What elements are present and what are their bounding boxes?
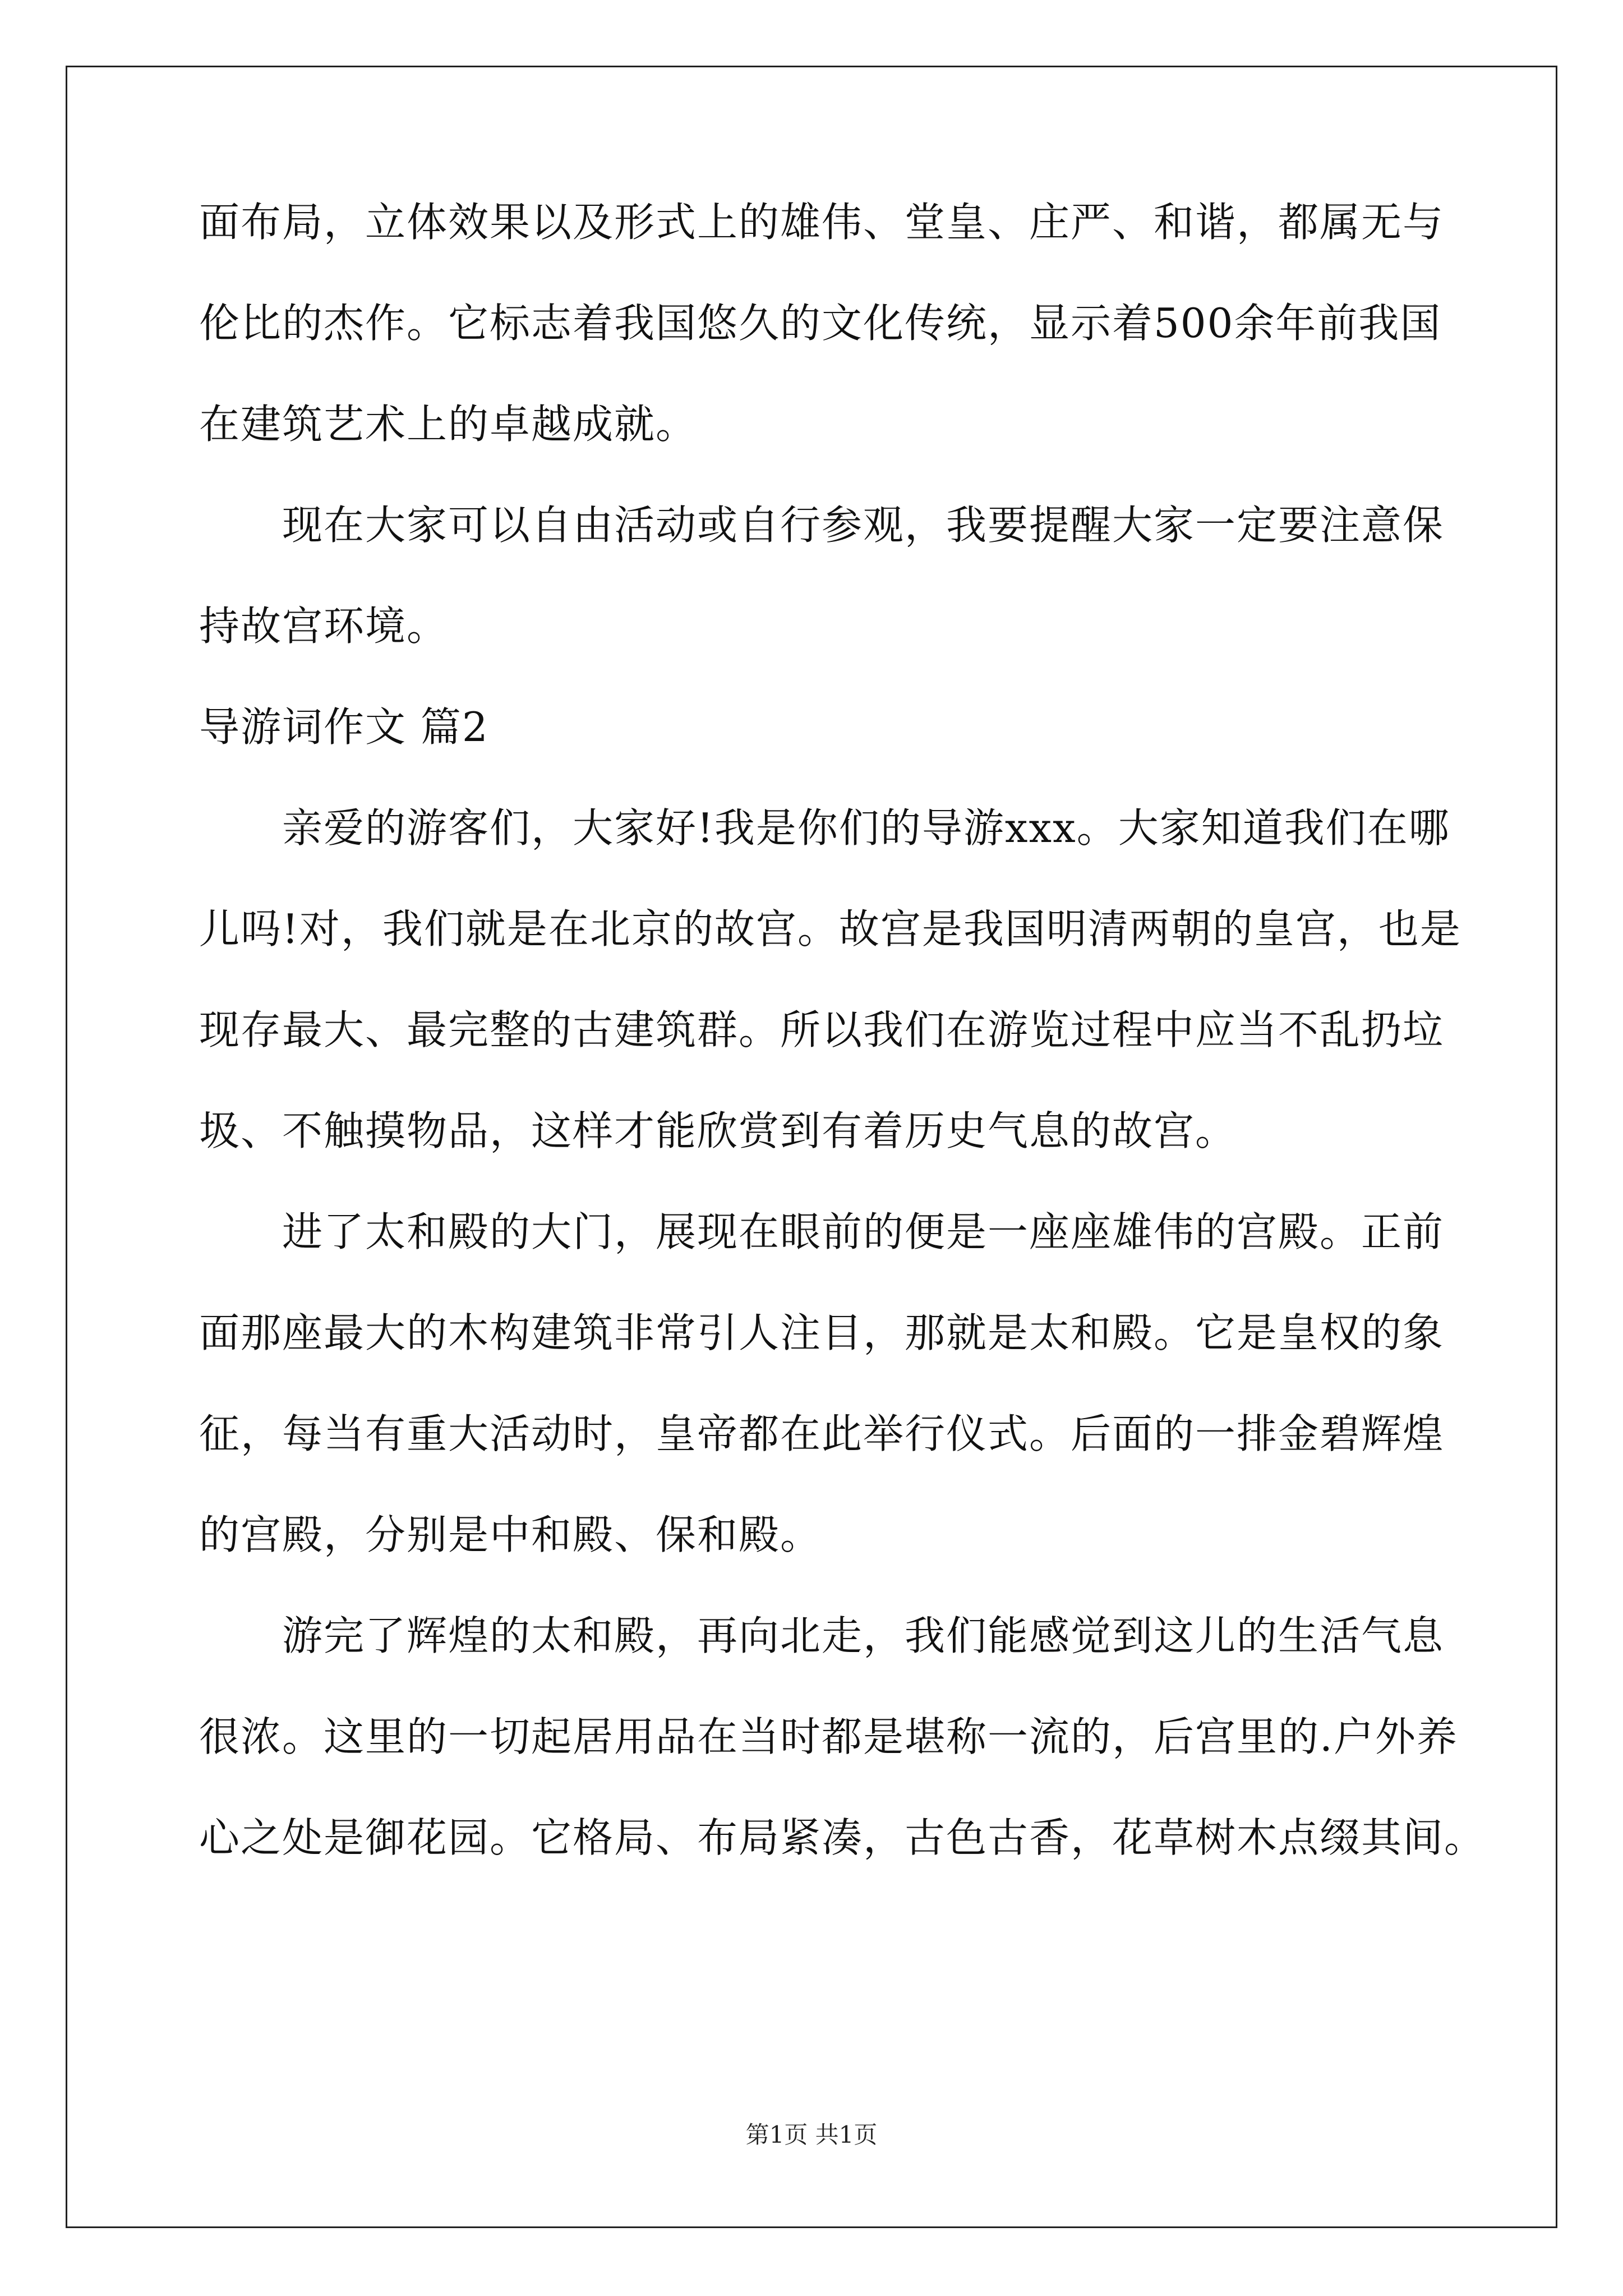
paragraph-start-line: 现在大家可以自由活动或自行参观，我要提醒大家一定要注意保 [282, 501, 1445, 549]
page-footer: 第1页 共1页 [745, 2121, 878, 2148]
document-body [199, 199, 1486, 1861]
text-line: 在建筑艺术上的卓越成就。 [199, 401, 698, 448]
text-line: 面那座最大的木构建筑非常引人注目，那就是太和殿。它是皇权的象 [199, 1309, 1445, 1356]
text-line: 圾、不触摸物品，这样才能欣赏到有着历史气息的故宫。 [199, 1107, 1237, 1154]
section-heading: 导游词作文 篇2 [199, 703, 489, 751]
paragraph-start-line: 游完了辉煌的太和殿，再向北走，我们能感觉到这儿的生活气息 [282, 1612, 1445, 1659]
paragraph-start-line: 亲爱的游客们，大家好!我是你们的导游xxx。大家知道我们在哪 [282, 804, 1450, 852]
text-line: 征，每当有重大活动时，皇帝都在此举行仪式。后面的一排金碧辉煌 [199, 1410, 1445, 1457]
text-line: 伦比的杰作。它标志着我国悠久的文化传统，显示着500余年前我国 [199, 300, 1442, 347]
text-line: 现存最大、最完整的古建筑群。所以我们在游览过程中应当不乱扔垃 [199, 1006, 1445, 1053]
paragraph-start-line: 进了太和殿的大门，展现在眼前的便是一座座雄伟的宫殿。正前 [282, 1208, 1445, 1255]
text-line: 心之处是御花园。它格局、布局紧凑，古色古香，花草树木点缀其间。 [199, 1814, 1486, 1861]
text-line: 持故宫环境。 [199, 602, 449, 650]
text-line: 儿吗!对，我们就是在北京的故宫。故宫是我国明清两朝的皇宫，也是 [199, 905, 1461, 953]
text-line: 很浓。这里的一切起居用品在当时都是堪称一流的，后宫里的.户外养 [199, 1713, 1458, 1760]
text-line: 面布局，立体效果以及形式上的雄伟、堂皇、庄严、和谐，都属无与 [199, 199, 1445, 246]
text-line: 的宫殿，分别是中和殿、保和殿。 [199, 1511, 822, 1558]
